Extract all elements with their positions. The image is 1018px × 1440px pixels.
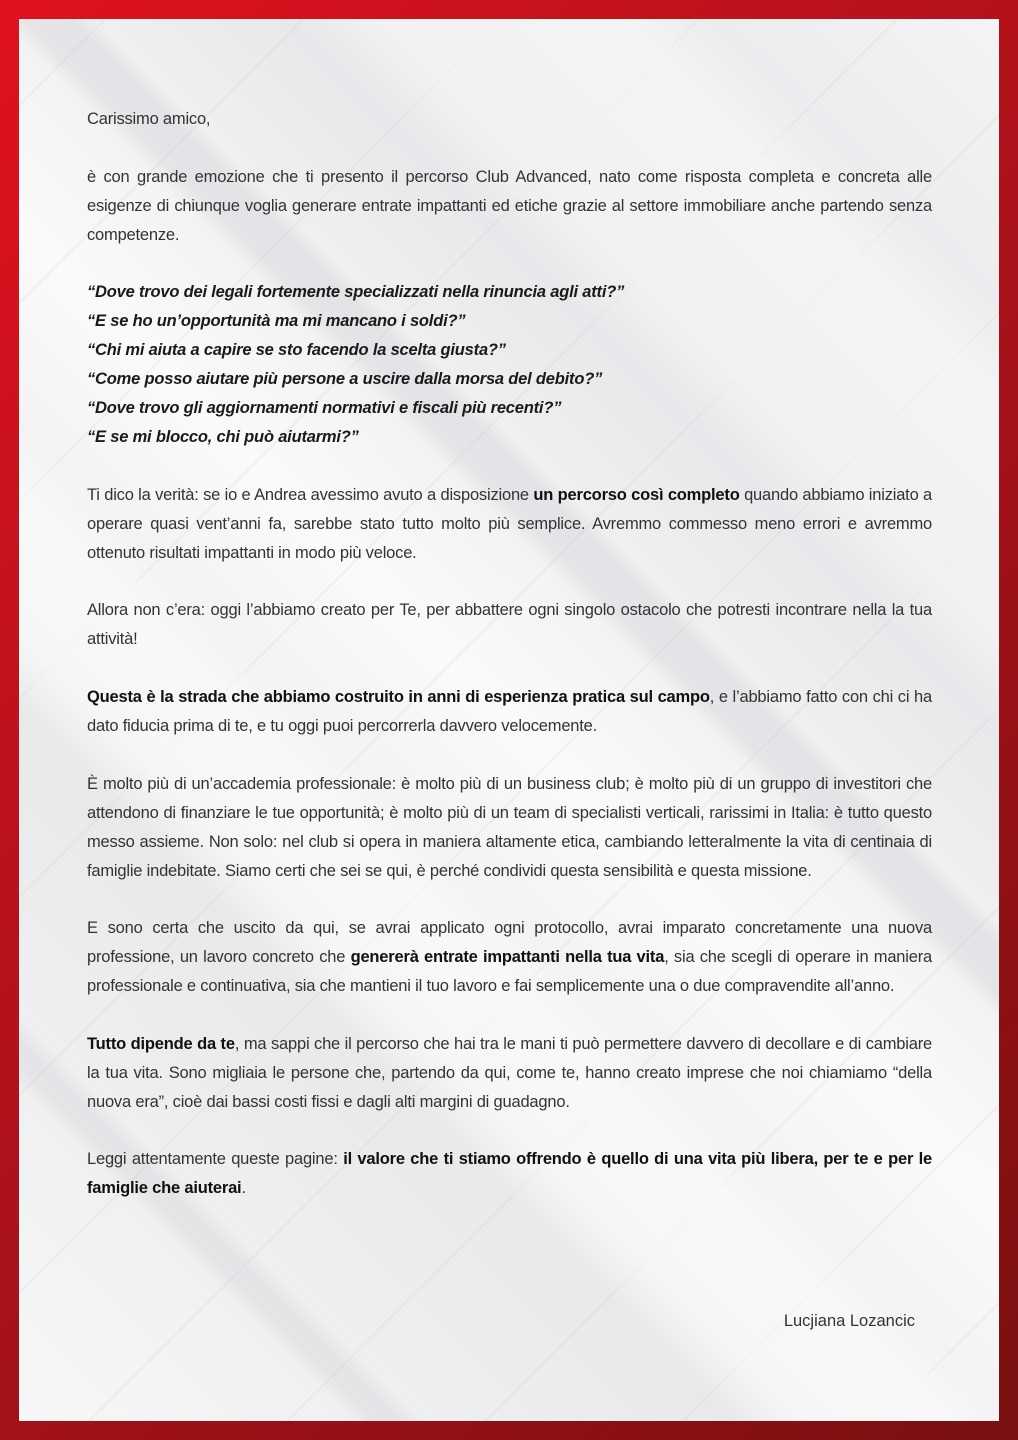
text: quando abbiamo iniziato a operare quasi vent’anni fa, sarebbe stato tutto molto più semplice. Avremmo commesso meno errori e avremmo ottenuto risultati impattanti in modo più veloce. xyxy=(87,485,933,562)
paragraph-intro: è con grande emozione che ti presento il percorso Club Advanced, nato come risposta completa e concreta alle esigenze di chiunque voglia generare entrate impattanti ed etiche grazie al settore immobiliare anche partendo senza competenze. xyxy=(87,167,932,244)
greeting: Carissimo amico, xyxy=(87,110,211,128)
questions-list xyxy=(87,278,932,452)
question: “Come posso aiutare più persone a uscire dalla morsa del debito?” xyxy=(87,370,603,389)
emphasis: Questa è la strada che abbiamo costruito in anni di esperienza pratica sul campo xyxy=(87,687,710,706)
question: “Chi mi aiuta a capire se sto facendo la scelta giusta?” xyxy=(87,341,506,360)
emphasis: un percorso così completo xyxy=(533,485,740,504)
paragraph-certain xyxy=(87,914,932,1001)
emphasis: genererà entrate impattanti nella tua vita xyxy=(350,948,665,967)
emphasis: Tutto dipende da te xyxy=(87,1034,235,1053)
text: E sono certa che uscito da qui, se avrai applicato ogni protocollo, avrai imparato concretamente una nuova professione, un lavoro concreto che xyxy=(87,919,932,967)
paragraph-more: È molto più di un’accademia professionale: è molto più di un business club; è molto più di un gruppo di investitori che attendono di finanziare le tue opportunità; è molto più di un team di specialisti verticali, rarissimi in Italia: è tutto questo messo assieme. Non solo: nel club si opera in maniera altamente etica, cambiando letteralmente la vita di centinaia di famiglie indebitate. Siamo certi che sei se qui, è perché condividi questa sensibilità e questa missione. xyxy=(87,774,932,880)
letter-page xyxy=(19,19,999,1421)
text: Ti dico la verità: se io e Andrea avessimo avuto a disposizione xyxy=(87,485,534,504)
paragraph-created: Allora non c’era: oggi l’abbiamo creato per Te, per abbattere ogni singolo ostacolo che potresti incontrare nella la tua attività! xyxy=(87,601,932,649)
letter-body xyxy=(87,105,932,1232)
emphasis: il valore che ti stiamo offrendo è quello di una vita più libera, per te e per le famiglie che aiuterai xyxy=(87,1150,932,1198)
question: “Dove trovo gli aggiornamenti normativi e fiscali più recenti?” xyxy=(87,399,562,418)
paragraph-depends xyxy=(87,1030,932,1117)
text: Leggi attentamente queste pagine: xyxy=(87,1150,344,1169)
question: “E se mi blocco, chi può aiutarmi?” xyxy=(87,428,359,447)
text: , sia che scegli di operare in maniera professionale e continuativa, sia che mantieni il tuo lavoro e fai semplicemente una o due compravendite all’anno. xyxy=(87,948,932,996)
text: . xyxy=(241,1179,246,1198)
signature: Lucjiana Lozancic xyxy=(783,1312,915,1330)
question: “Dove trovo dei legali fortemente specializzati nella rinuncia agli atti?” xyxy=(87,283,625,302)
paragraph-road xyxy=(87,683,932,741)
question: “E se ho un’opportunità ma mi mancano i soldi?” xyxy=(87,312,466,331)
paragraph-truth xyxy=(87,481,932,568)
text: , ma sappi che il percorso che hai tra le mani ti può permettere davvero di decollare e di cambiare la tua vita. Sono migliaia le persone che, partendo da qui, come te, hanno creato imprese che noi chiamiamo “della nuova era”, cioè dai bassi costi fissi e dagli alti margini di guadagno. xyxy=(87,1034,932,1111)
paragraph-read xyxy=(87,1145,932,1203)
text: , e l’abbiamo fatto con chi ci ha dato fiducia prima di te, e tu oggi puoi percorrerla davvero velocemente. xyxy=(87,687,932,735)
